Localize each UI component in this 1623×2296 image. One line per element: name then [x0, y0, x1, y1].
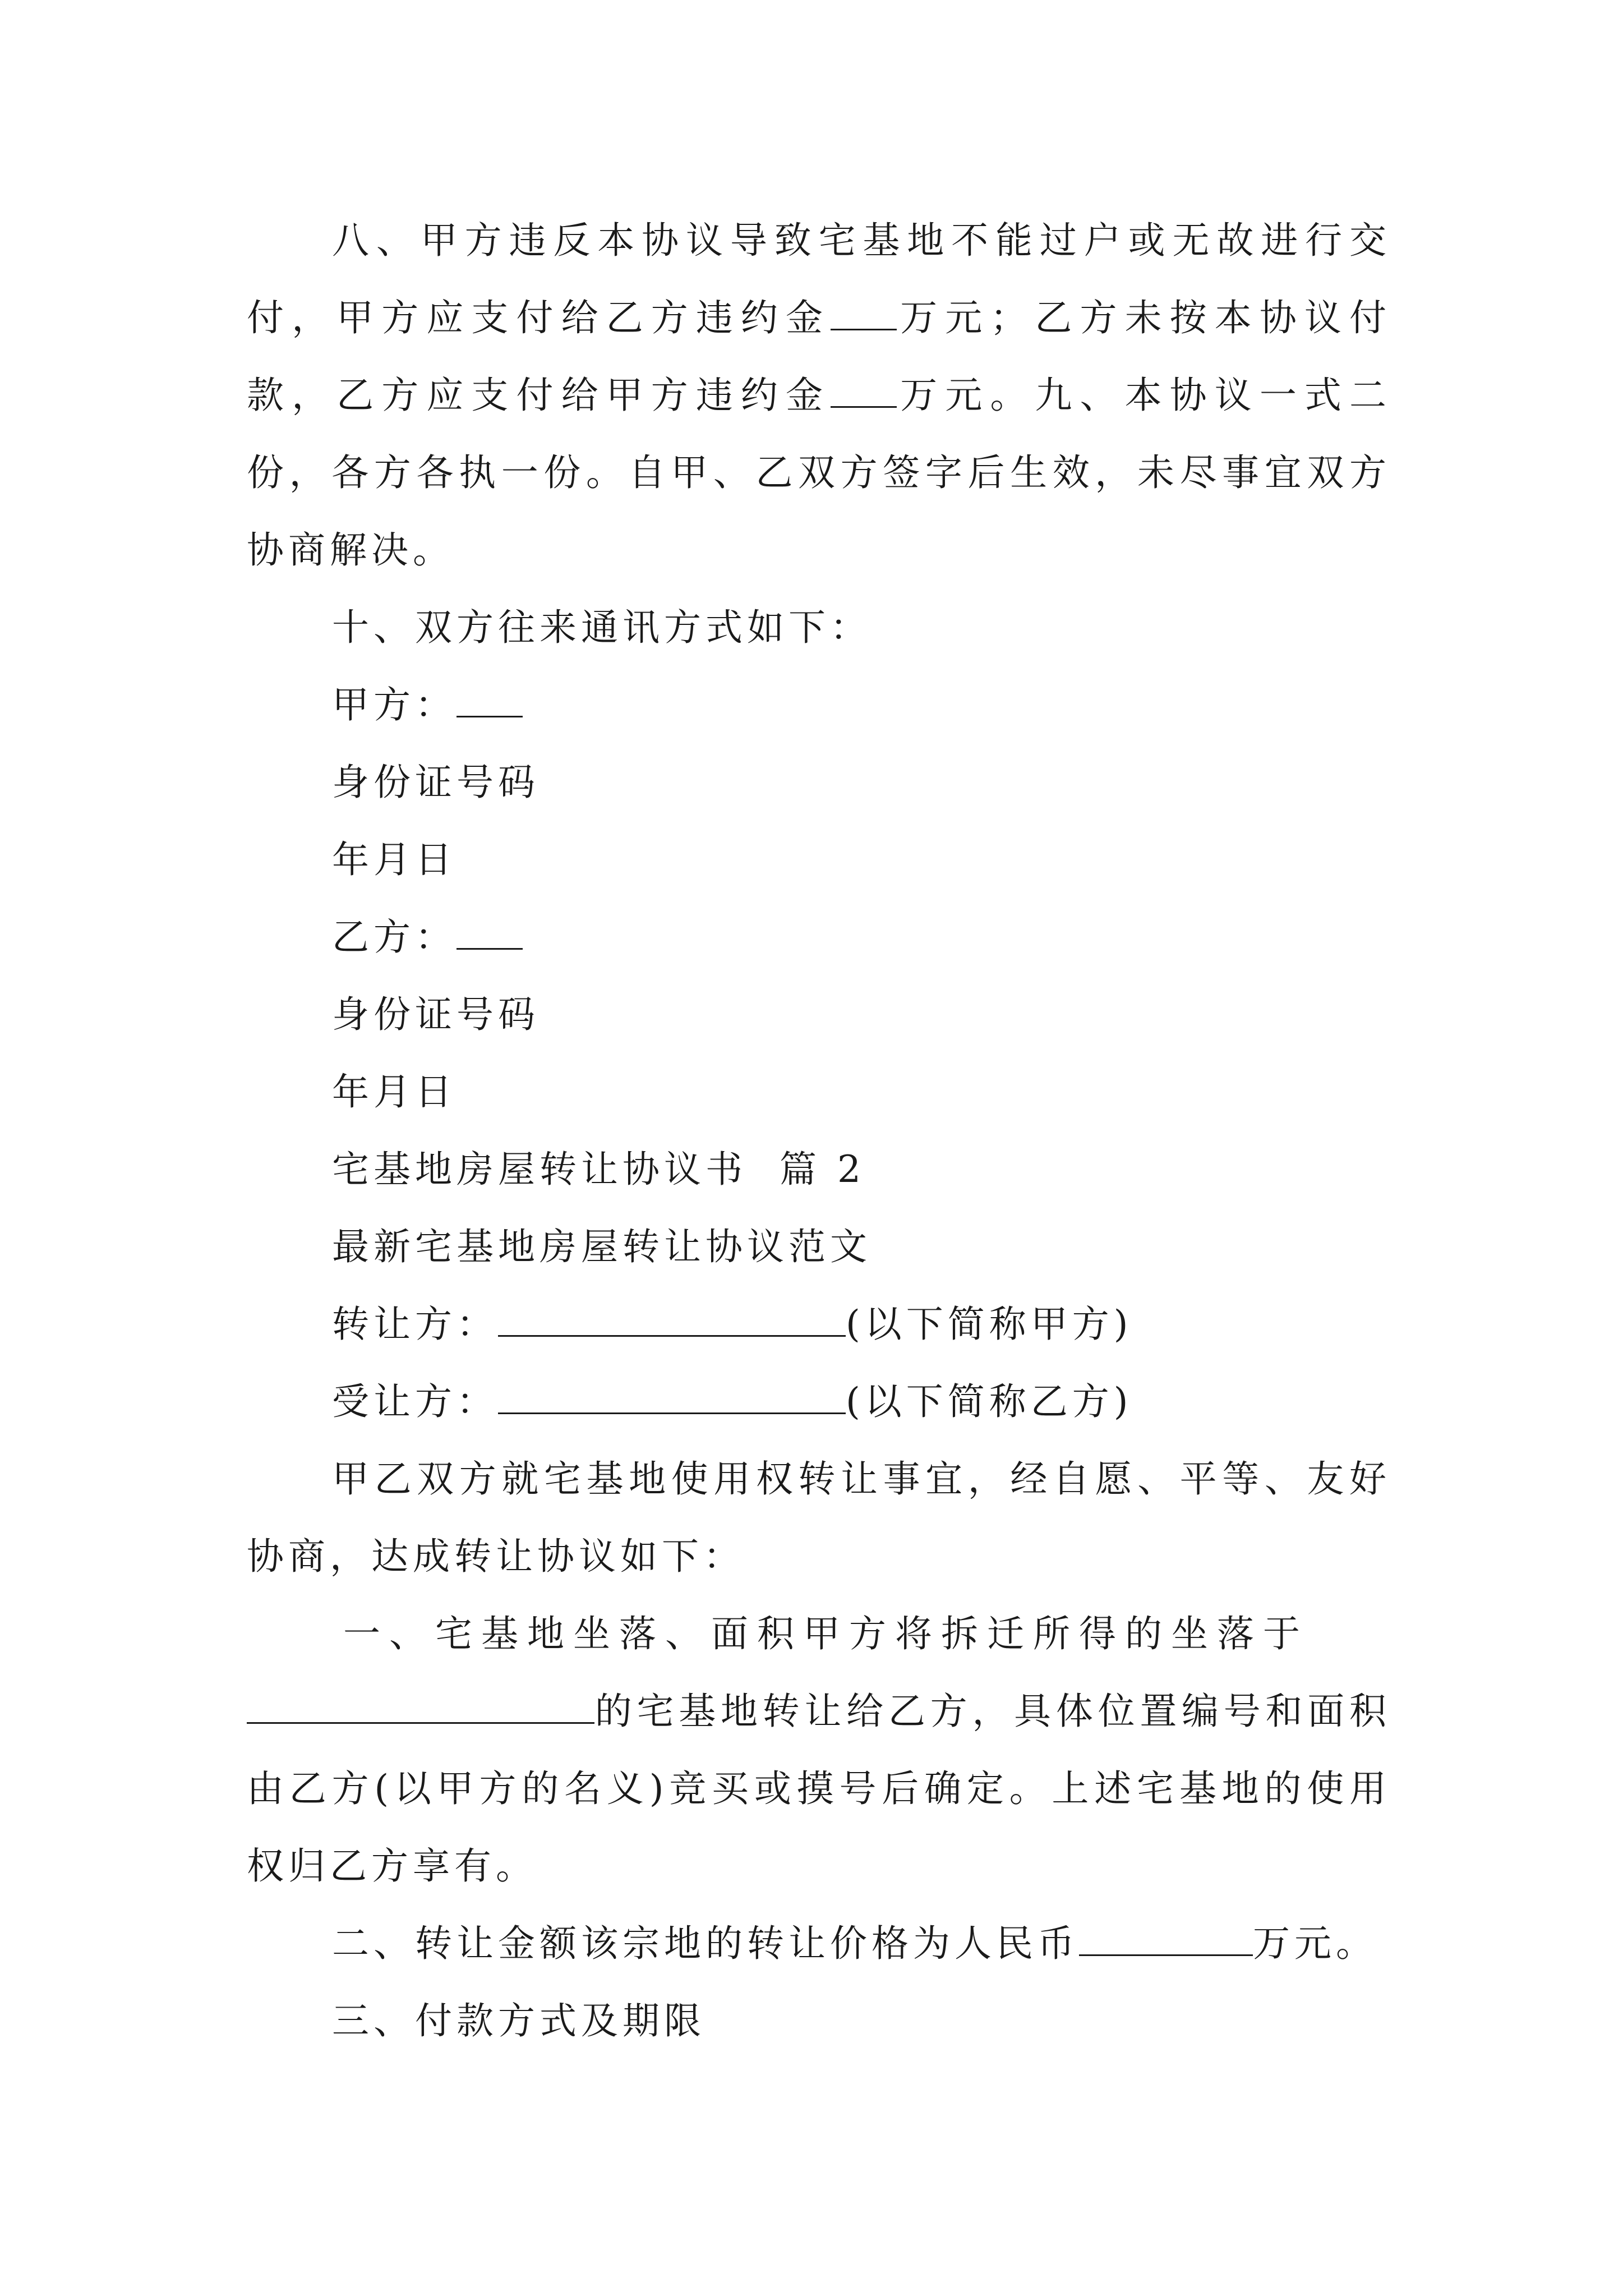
- party-b-date-label: 年月日: [332, 1070, 457, 1114]
- article-2-text-1: 二、转让金额该宗地的转让价格为人民币: [332, 1922, 1079, 1965]
- section-2-title: 宅基地房屋转让协议书 篇 2: [332, 1148, 865, 1191]
- article-1-paragraph-cont: [247, 1673, 1391, 1905]
- clause-10-line: [247, 589, 1391, 666]
- transferee-suffix: (以下简称乙方): [846, 1380, 1133, 1423]
- penalty-a-blank[interactable]: [831, 302, 897, 330]
- party-b-id-label: 身份证号码: [332, 993, 540, 1036]
- transferee-label: 受让方：: [332, 1380, 498, 1423]
- transferor-line: [247, 1286, 1391, 1363]
- article-3-line: [247, 1982, 1391, 2060]
- document-page: [247, 0, 1391, 2296]
- intro-text: 甲乙双方就宅基地使用权转让事宜，经自愿、平等、友好协商，达成转让协议如下：: [247, 1457, 1391, 1578]
- party-a-id-label: 身份证号码: [332, 761, 540, 804]
- party-b-line: [247, 899, 1391, 976]
- article-2-line: [247, 1905, 1391, 1982]
- section-2-subtitle-line: [247, 1208, 1391, 1286]
- transferor-suffix: (以下简称甲方): [846, 1303, 1133, 1346]
- party-a-blank[interactable]: [457, 689, 523, 717]
- article-1-text-2: 的宅基地转让给乙方，具体位置编号和面积由乙方(以甲方的名义)竞买或摸号后确定。上述宅基地的使用权归乙方享有。: [247, 1690, 1391, 1888]
- section-2-title-line: [247, 1131, 1391, 1208]
- party-a-id-line: [247, 744, 1391, 821]
- article-1-text-1: 一、宅基地坐落、面积甲方将拆迁所得的坐落于: [343, 1612, 1309, 1655]
- article-2-text-2: 万元。: [1253, 1922, 1377, 1965]
- party-a-date-label: 年月日: [332, 838, 457, 881]
- article-3-text: 三、付款方式及期限: [332, 1999, 706, 2042]
- clause-8-text-1: 八、甲方违反本协议导致宅基地不能过户或无故进行交付，甲方应支付给乙方违约金: [247, 219, 1391, 339]
- intro-paragraph: [247, 1441, 1391, 1595]
- top-margin: [247, 0, 1391, 202]
- transferor-blank[interactable]: [498, 1308, 846, 1337]
- party-a-date-line: [247, 821, 1391, 899]
- price-blank[interactable]: [1079, 1927, 1253, 1956]
- party-b-id-line: [247, 976, 1391, 1053]
- party-b-label: 乙方：: [332, 915, 457, 959]
- location-blank[interactable]: [247, 1695, 594, 1724]
- clause-8-paragraph: [247, 202, 1391, 589]
- penalty-b-blank[interactable]: [831, 379, 897, 408]
- section-2-subtitle: 最新宅基地房屋转让协议范文: [332, 1225, 872, 1268]
- transferee-line: [247, 1363, 1391, 1441]
- transferor-label: 转让方：: [332, 1303, 498, 1346]
- clause-10-text: 十、双方往来通讯方式如下：: [332, 606, 872, 649]
- transferee-blank[interactable]: [498, 1386, 846, 1414]
- party-b-date-line: [247, 1053, 1391, 1131]
- party-b-blank[interactable]: [457, 921, 523, 950]
- clause-8-text-2: 万元；乙方未按本协议付款，乙方应支付给甲方违约金: [247, 296, 1391, 417]
- party-a-label: 甲方：: [332, 683, 457, 726]
- clause-8-text-3: 万元。九、本协议一式二份，各方各执一份。自甲、乙双方签字后生效，未尽事宜双方协商解决。: [247, 374, 1391, 572]
- party-a-line: [247, 666, 1391, 744]
- article-1-paragraph: [247, 1595, 1391, 1673]
